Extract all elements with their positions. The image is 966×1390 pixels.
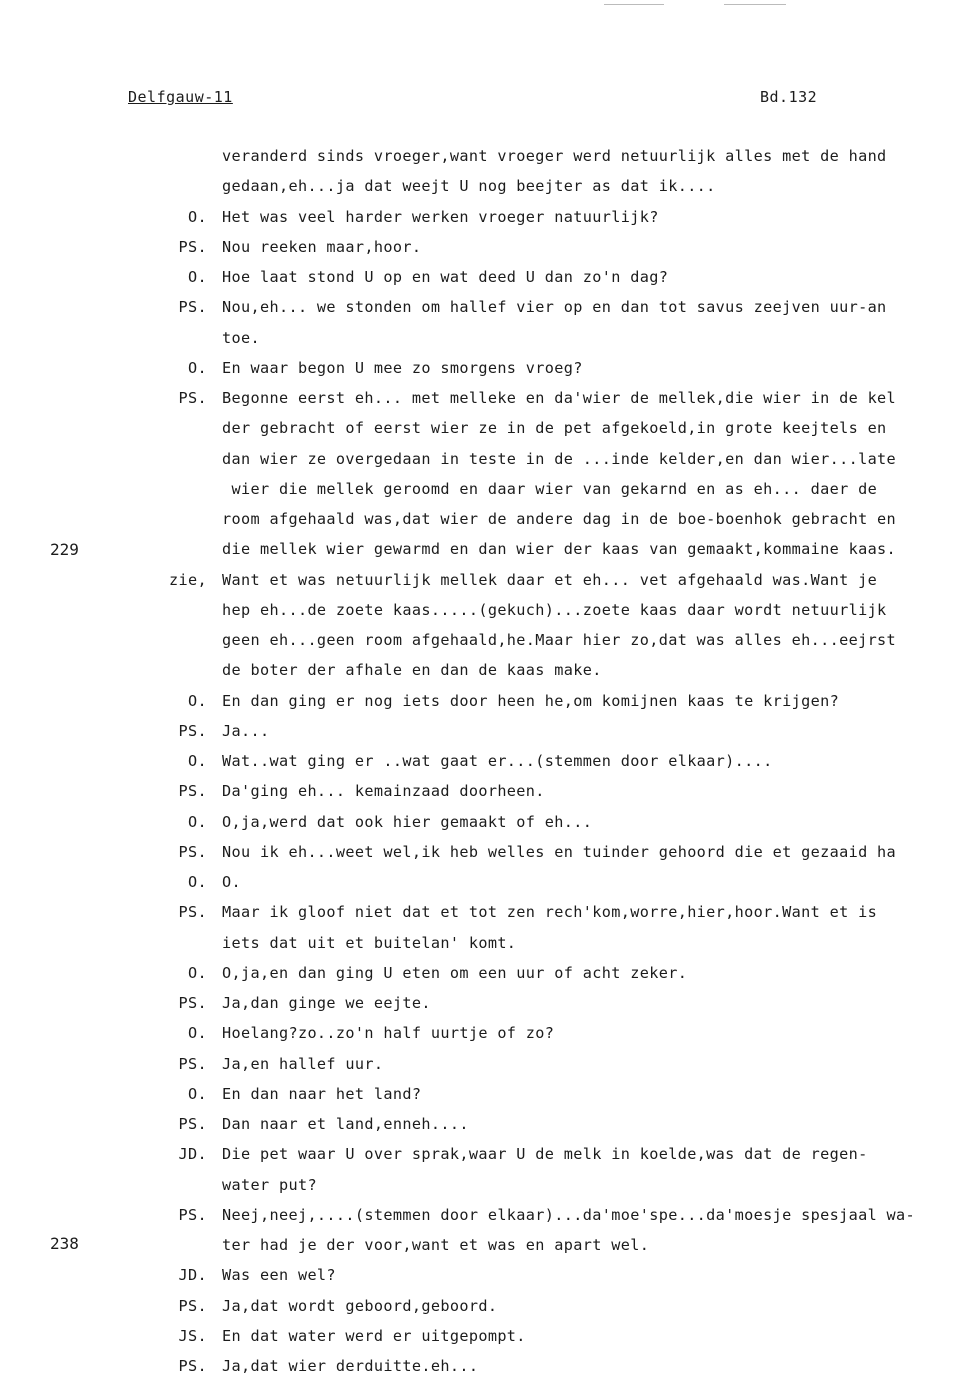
speaker-label: PS. — [178, 1357, 207, 1375]
speaker-label: O. — [188, 873, 207, 891]
speaker-label: PS. — [178, 782, 207, 801]
line-text: En dan naar het land? — [222, 1084, 422, 1103]
line-text: dan wier ze overgedaan in teste in de ...inde kelder,en dan wier...late — [222, 449, 897, 468]
speaker-label: PS. — [178, 298, 207, 317]
page-number: Bd.132 — [760, 88, 818, 106]
speaker-label: O. — [188, 358, 207, 377]
line-text: Da'ging eh... kemainzaad doorheen. — [222, 782, 545, 801]
line-text: Wat..wat ging er ..wat gaat er...(stemmen door elkaar).... — [222, 752, 773, 770]
line-text: Ja,dan ginge we eejte. — [222, 994, 431, 1012]
speaker-label: JD. — [178, 1145, 207, 1164]
line-text: iets dat uit et buitelan' komt. — [222, 933, 517, 952]
margin-note-229: 229 — [50, 540, 79, 559]
speaker-label: PS. — [178, 1205, 207, 1224]
line-text: O,ja,werd dat ook hier gemaakt of eh... — [222, 812, 593, 831]
speaker-label: PS. — [178, 721, 207, 740]
speaker-label: PS. — [178, 389, 207, 407]
line-text: Maar ik gloof niet dat et tot zen rech'kom,worre,hier,hoor.Want et is — [222, 903, 878, 922]
line-text: Was een wel? — [222, 1266, 336, 1285]
speaker-label: O. — [188, 1084, 207, 1103]
line-text: Het was veel harder werken vroeger natuurlijk? — [222, 207, 659, 226]
line-text: veranderd sinds vroeger,want vroeger werd netuurlijk alles met de hand — [222, 147, 887, 165]
speaker-label: JS. — [178, 1326, 207, 1345]
line-text: En dan ging er nog iets door heen he,om komijnen kaas te krijgen? — [222, 691, 840, 710]
line-text: hep eh...de zoete kaas.....(gekuch)...zoete kaas daar wordt netuurlijk — [222, 600, 887, 619]
line-text: O,ja,en dan ging U eten om een uur of acht zeker. — [222, 963, 688, 982]
line-text: Nou reeken maar,hoor. — [222, 237, 422, 256]
top-rule-left — [604, 4, 664, 5]
speaker-label: O. — [188, 963, 207, 982]
line-text: Hoelang?zo..zo'n half uurtje of zo? — [222, 1024, 555, 1043]
line-text: de boter der afhale en dan de kaas make. — [222, 661, 602, 680]
speaker-label: JD. — [178, 1266, 207, 1285]
line-text: Ja,dat wier derduitte.eh... — [222, 1357, 488, 1375]
speaker-label: O. — [188, 812, 207, 831]
line-text: room afgehaald was,dat wier de andere dag in de boe-boenhok gebracht en — [222, 510, 897, 528]
line-text: wier die mellek geroomd en daar wier van gekarnd en as eh... daer de — [222, 479, 878, 498]
speaker-label: zie, — [169, 570, 207, 589]
speaker-label: PS. — [178, 1054, 207, 1073]
line-text: water put? — [222, 1175, 317, 1194]
line-text: Ja... — [222, 721, 270, 740]
line-text: Dan naar et land,enneh.... — [222, 1115, 469, 1133]
line-text: ter had je der voor,want et was en apart wel. — [222, 1236, 650, 1254]
speaker-label: PS. — [178, 903, 207, 922]
line-text: Die pet waar U over sprak,waar U de melk in koelde,was dat de regen- — [222, 1145, 868, 1164]
speaker-label: O. — [188, 207, 207, 226]
line-text: gedaan,eh...ja dat weejt U nog beejter as dat ik.... — [222, 177, 716, 196]
speaker-label: PS. — [178, 1115, 207, 1133]
line-text: Begonne eerst eh... met melleke en da'wier de mellek,die wier in de kel — [222, 389, 897, 407]
speaker-label: PS. — [178, 842, 207, 861]
speaker-label: O. — [188, 1024, 207, 1043]
line-text: geen eh...geen room afgehaald,he.Maar hier zo,dat was alles eh...eejrst — [222, 631, 897, 649]
line-text: Hoe laat stond U op en wat deed U dan zo'n dag? — [222, 268, 669, 286]
speaker-label: PS. — [178, 994, 207, 1012]
line-text: Want et was netuurlijk mellek daar et eh... vet afgehaald was.Want je — [222, 570, 878, 589]
line-text: Neej,neej,....(stemmen door elkaar)...da'moe'spe...da'moesje spesjaal wa- — [222, 1205, 916, 1224]
line-text: Nou,eh... we stonden om hallef vier op en dan tot savus zeejven uur-an — [222, 298, 887, 317]
line-text: Ja,dat wordt geboord,geboord. — [222, 1296, 498, 1315]
speaker-label: O. — [188, 752, 207, 770]
document-id: Delfgauw-11 — [128, 88, 233, 106]
line-text: der gebracht of eerst wier ze in de pet afgekoeld,in grote keejtels en — [222, 419, 887, 438]
speaker-label: O. — [188, 691, 207, 710]
speaker-label: O. — [188, 268, 207, 286]
line-text: En dat water werd er uitgepompt. — [222, 1326, 526, 1345]
speaker-label: PS. — [178, 1296, 207, 1315]
line-text: O. — [222, 873, 241, 891]
line-text: toe. — [222, 328, 260, 347]
top-rule-right — [724, 4, 786, 5]
speaker-label: PS. — [178, 237, 207, 256]
line-text: Nou ik eh...weet wel,ik heb welles en tuinder gehoord die et gezaaid ha — [222, 842, 897, 861]
margin-note-238: 238 — [50, 1234, 79, 1253]
line-text: En waar begon U mee zo smorgens vroeg? — [222, 358, 583, 377]
line-text: Ja,en hallef uur. — [222, 1054, 384, 1073]
line-text: die mellek wier gewarmd en dan wier der kaas van gemaakt,kommaine kaas. — [222, 540, 897, 559]
